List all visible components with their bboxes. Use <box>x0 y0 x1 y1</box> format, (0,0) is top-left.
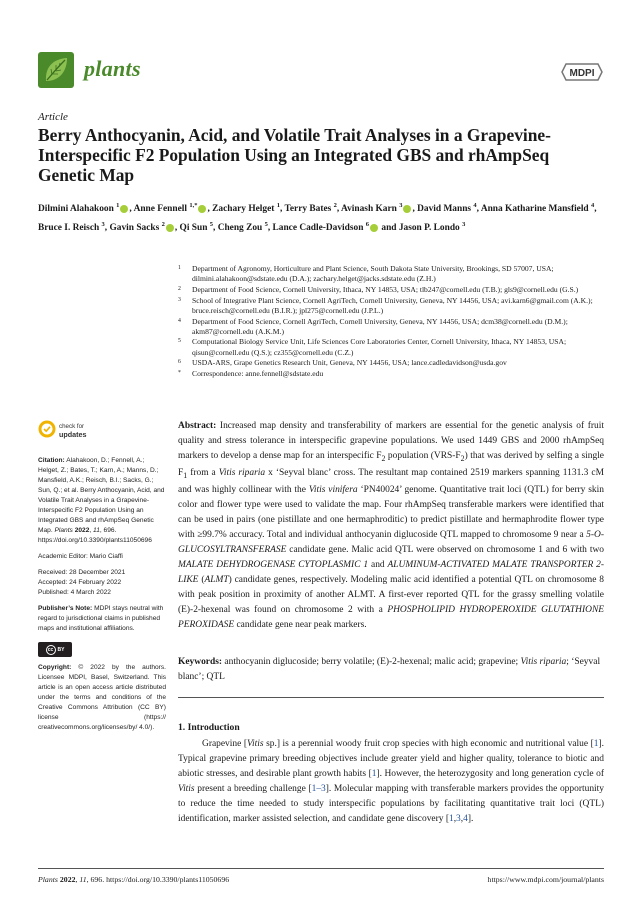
cc-by-label: BY <box>57 646 65 653</box>
affiliation-item <box>178 317 604 337</box>
author <box>273 223 380 233</box>
copyright-block <box>38 663 166 733</box>
author-affiliation-number: 6 <box>365 221 370 229</box>
footer-journal-url[interactable]: https://www.mdpi.com/journal/plants <box>487 875 604 884</box>
affiliation-item <box>178 296 604 316</box>
author-name: Dilmini Alahakoon <box>38 204 114 215</box>
author <box>481 204 594 214</box>
affiliation-text: Computational Biology Service Unit, Life Sciences Core Laboratories Center, Cornell University, Ithaca, NY 14853, USA; qisun@cornell.edu (Q.S.); cz355@cornell.edu (C.Z.) <box>192 337 567 357</box>
citation-volume: 11 <box>93 527 100 534</box>
author-name: Lance Cadle-Davidson <box>272 223 364 234</box>
affiliation-number: * <box>178 370 181 377</box>
author <box>38 223 105 233</box>
author <box>134 204 208 214</box>
citation-link[interactable]: 1 <box>371 769 377 779</box>
author-affiliation-number: 2 <box>161 221 165 229</box>
author <box>109 223 174 233</box>
orcid-icon[interactable] <box>370 224 378 232</box>
received-date: Received: 28 December 2021 <box>38 569 126 576</box>
citation-block: Citation: Alahakoon, D.; Fennell, A.; Helget, Z.; Bates, T.; Karn, A.; Manns, D.; Mansfield, A.K.; Reisch, B.I.; Sacks, G.; Sun, Q.; et al. Berry Anthocyanin, Acid, and Volatile Trait Analyses in a Grapevine-Interspecific F2 Population Using an Integrated GBS and rhAmpSeq Genetic Map. Plants 2022, 11, 696. https://doi.org/10.3390/plants11050696 <box>38 457 165 544</box>
journal-header <box>38 52 604 92</box>
publisher-note-text: MDPI stays neutral with regard to jurisdictional claims in published maps and institutional affiliations. <box>38 605 164 632</box>
affiliation-text: Department of Food Science, Cornell University, Ithaca, NY 14853, USA; tlb247@cornell.edu (T.B.); gls9@cornell.edu (G.S.) <box>192 284 579 294</box>
affiliation-number: 5 <box>178 338 181 345</box>
citation-link[interactable]: 3 <box>456 814 461 824</box>
author-name: Terry Bates <box>284 204 332 215</box>
affiliations <box>178 264 604 380</box>
affiliation-item <box>178 337 604 357</box>
published-date: Published: 4 March 2022 <box>38 589 111 596</box>
affiliation-item <box>178 369 604 379</box>
author-name: Gavin Sacks <box>109 223 160 234</box>
footer-citation: Plants 2022, 11, 696. https://doi.org/10.3390/plants11050696 <box>38 875 230 884</box>
affiliation-item <box>178 264 604 284</box>
orcid-icon[interactable] <box>166 224 174 232</box>
citation-text: Alahakoon, D.; Fennell, A.; Helget, Z.; Bates, T.; Karn, A.; Manns, D.; Mansfield, A.K.; Reisch, B.I.; Sacks, G.; Sun, Q.; et al. Berry Anthocyanin, Acid, and Volatile Trait Analyses in a Grapevine-Interspecific F2 Population Using an Integrated GBS and rhAmpSeq Genetic Map. <box>38 457 165 534</box>
cc-by-license-icon[interactable]: cc BY <box>38 642 72 657</box>
citation-link[interactable]: 4 <box>463 814 468 824</box>
copyright-text: © 2022 by the authors. Licensee MDPI, Basel, Switzerland. This article is an open access article distributed under the terms and conditions of the Creative Commons Attribution (CC BY) license (https:// creativecommons.org/licenses/by/ 4.0/). <box>38 664 167 731</box>
author-affiliation-number: 3 <box>462 221 466 229</box>
author-name: Zachary Helget <box>212 204 275 215</box>
check-updates-icon <box>38 420 56 438</box>
academic-editor: Academic Editor: Mario Ciaffi <box>38 553 123 560</box>
author-affiliation-number: 4 <box>473 202 477 209</box>
author <box>284 204 336 214</box>
affiliation-number: 6 <box>178 359 181 366</box>
affiliation-number: 3 <box>178 296 181 303</box>
author <box>341 204 412 214</box>
citation-doi[interactable]: , 696. https://doi.org/10.3390/plants11050696 <box>38 527 152 544</box>
author <box>218 223 268 233</box>
author <box>38 204 129 214</box>
svg-text:MDPI: MDPI <box>569 68 595 79</box>
footer-rule <box>38 868 604 869</box>
author-affiliation-number: 5 <box>264 221 268 229</box>
article-title: Berry Anthocyanin, Acid, and Volatile Trait Analyses in a Grapevine-Interspecific F2 Population Using an Integrated GBS and rhAmpSeq Genetic Map <box>38 125 551 185</box>
article-sidebar <box>38 418 166 739</box>
author <box>212 204 280 214</box>
affiliation-item <box>178 358 604 368</box>
author-name: Anna Katharine Mansfield <box>480 204 589 215</box>
copyright-label: Copyright: <box>38 664 72 671</box>
orcid-icon[interactable] <box>198 205 206 213</box>
author-affiliation-number: 1,* <box>189 202 198 209</box>
affiliation-number: 1 <box>178 265 181 271</box>
article-type: Article <box>38 111 68 123</box>
citation-link[interactable]: 1–3 <box>311 784 326 794</box>
affiliation-text: School of Integrative Plant Science, Cornell AgriTech, Cornell University, Geneva, NY 14456, USA; avi.karn6@gmail.com (A.K.); bruce.reisch@cornell.edu (B.I.R.); jpl275@cornell.edu (J.P.L.) <box>192 295 593 315</box>
publisher-note-label: Publisher’s Note: <box>38 605 93 612</box>
publisher-note <box>38 604 166 634</box>
plants-leaf-logo-icon <box>38 52 74 88</box>
author-name: Anne Fennell <box>133 204 187 215</box>
author <box>417 204 477 214</box>
author-affiliation-number: 2 <box>333 202 337 209</box>
author-name: Cheng Zou <box>217 223 263 234</box>
affiliation-text: Correspondence: anne.fennell@sdstate.edu <box>192 369 324 379</box>
author-list: Dilmini Alahakoon $^1$ , Anne Fennell $^{1,*}$ , Zachary Helget $^1$, Terry Bates $^2$, Avinash Karn $^3$ , David Manns $^4$, Anna Katharine Mansfield $^4$, Bruce I. Reisch $^3$, Gavin Sacks $^2$ , Qi Sun $^5$, Cheng Zou $^5$, Lance Cadle-Davidson $^6$ and Jason P. Londo $^3$ <box>38 202 597 234</box>
abstract-label: Abstract: <box>178 421 217 431</box>
author-name: Bruce I. Reisch <box>38 223 100 234</box>
author-name: David Manns <box>417 204 472 215</box>
check-for-updates-badge[interactable] <box>38 418 166 442</box>
check-updates-line1: check for <box>59 423 85 430</box>
affiliation-item <box>178 285 604 295</box>
affiliation-text: Department of Food Science, Cornell AgriTech, Cornell University, Geneva, NY 14456, USA; dcm38@cornell.edu (D.M.); akm87@cornell.edu (A.K.M.) <box>192 316 568 336</box>
orcid-icon[interactable] <box>403 205 411 213</box>
author <box>399 223 465 233</box>
footer-doi-link[interactable]: , 696. https://doi.org/10.3390/plants11050696 <box>86 875 230 884</box>
mdpi-logo-icon <box>560 62 604 82</box>
author-name: Avinash Karn <box>341 204 397 215</box>
affiliation-number: 4 <box>178 317 181 324</box>
citation-label: Citation: <box>38 457 65 464</box>
dates-block <box>38 568 166 598</box>
orcid-icon[interactable] <box>120 205 128 213</box>
citation-year: 2022 <box>74 527 90 534</box>
citation-journal: Plants <box>54 527 73 534</box>
citation-link[interactable]: 1 <box>593 739 599 749</box>
keywords-label: Keywords: <box>178 657 223 667</box>
citation-link[interactable]: 1 <box>448 814 454 824</box>
journal-name: plants <box>84 56 141 81</box>
author-affiliation-number: 5 <box>209 221 214 229</box>
affiliation-number: 2 <box>178 285 181 292</box>
author-affiliation-number: 3 <box>399 202 403 209</box>
author-affiliation-number: 4 <box>591 202 595 209</box>
keywords: Keywords: anthocyanin diglucoside; berry volatile; (E)-2-hexenal; malic acid; grapevine; Vitis riparia; ‘Seyval blanc’; QTL <box>178 657 601 682</box>
introduction-heading: 1. Introduction <box>178 722 240 733</box>
introduction-paragraph: Grapevine [Vitis sp.] is a perennial woody fruit crop species with high economic and nutritional value [1]. Typical grapevine primary breeding objectives include greater yield and higher quality, tolerance to biotic and abiotic stresses, and desirable plant growth habits [1]. However, the heterozygosity and long generation cycle of Vitis present a breeding challenge [1–3]. Molecular mapping with transferable markers provides the opportunity to reduce the time needed to study interspecific populations by facilitating quantitative trait loci (QTL) identification, marker assisted selection, and candidate gene discovery [1,3,4]. <box>178 739 605 824</box>
affiliation-text: USDA-ARS, Grape Genetics Research Unit, Geneva, NY 14456, USA; lance.cadledavidson@usda.gov <box>192 358 507 368</box>
author-name: Qi Sun <box>179 223 208 234</box>
section-divider <box>178 697 604 698</box>
author <box>180 223 213 233</box>
author-affiliation-number: 3 <box>101 221 105 229</box>
author-name: Jason P. Londo <box>398 223 460 234</box>
check-updates-line2: updates <box>59 430 87 439</box>
abstract: Abstract: Increased map density and transferability of markers are essential for the genetic analysis of fruit quality and stress tolerance in interspecific grapevine populations. We used 1449 GBS and 2000 rhAmpSeq markers to develop a dense map for an interspecific $F_2$ population $(VRS-F_2)$ that was derived by selfing a single $F_1$ from a Vitis riparia x ‘Seyval blanc’ cross. The resultant map contained 2519 markers spanning 1131.3 cM and was highly collinear with the Vitis vinifera ‘PN40024’ genome. Quantitative trait loci (QTL) for berry skin color and flower type were used to validate the map. Four rhAmpSeq transferable markers were identified that can be used in pairs (one pistillate and one hermaphroditic) to predict pistillate and hermaphrodite flower type with ≥99.7% accuracy. Total and individual anthocyanin diglucoside QTL mapped to chromosome 9 near a 5-O-GLUCOSYLTRANSFERASE candidate gene. Malic acid QTL were observed on chromosome 1 and 6 with two MALATE DEHYDROGENASE CYTOPLASMIC 1 and ALUMINUM-ACTIVATED MALATE TRANSPORTER 2-LIKE (ALMT) candidate genes, respectively. Modeling malic acid identified a potential QTL on chromosome 8 with peak position in proximity of another ALMT. A first-ever reported QTL for the grassy smelling volatile (E)-2-hexenal was found on chromosome 2 with a PHOSPHOLIPID HYDROPEROXIDE GLUTATHIONE PEROXIDASE candidate gene near peak markers. <box>178 421 605 630</box>
author-affiliation-number: 1 <box>116 202 120 209</box>
accepted-date: Accepted: 24 February 2022 <box>38 579 122 586</box>
author-affiliation-number: 1 <box>276 202 280 209</box>
affiliation-text: Department of Agronomy, Horticulture and Plant Science, South Dakota State University, Brookings, SD 57007, USA; dilmini.alahakoon@sdstate.edu (D.A.); zachary.helget@jacks.sdstate.edu (Z.H.) <box>192 264 554 284</box>
